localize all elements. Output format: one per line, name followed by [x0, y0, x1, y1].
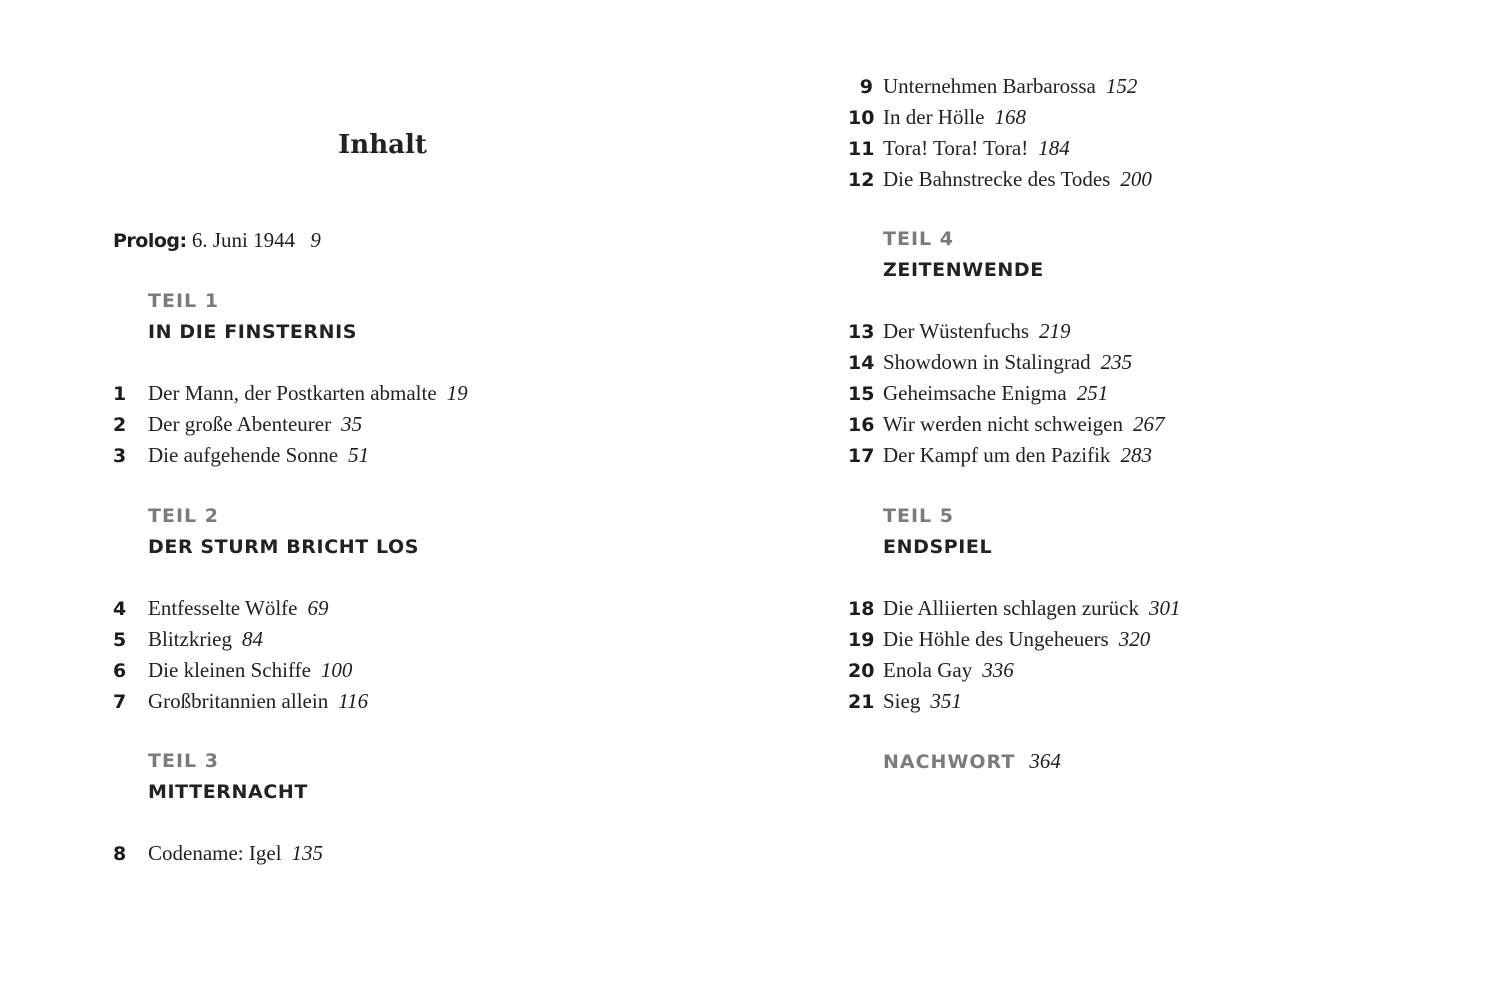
chapter-number: 2	[113, 414, 127, 436]
chapter-number: 17	[848, 445, 875, 467]
chapter-entry	[848, 655, 1181, 686]
prolog-label: Prolog:	[113, 230, 187, 252]
part-heading-3	[148, 746, 308, 808]
chapter-number: 6	[113, 660, 127, 682]
chapter-page: 100	[320, 658, 353, 682]
chapter-entry	[848, 409, 1164, 440]
chapter-title: Großbritannien allein	[148, 689, 329, 713]
chapter-entry	[848, 102, 1152, 133]
chapter-number: 14	[848, 352, 875, 374]
chapter-title: Der große Abenteurer	[148, 412, 332, 436]
prolog-text: 6. Juni 1944	[191, 228, 296, 252]
chapter-title: Unternehmen Barbarossa	[883, 74, 1096, 98]
chapter-number: 18	[848, 598, 875, 620]
part-heading-4	[883, 224, 1044, 286]
chapter-page: 116	[338, 689, 369, 713]
chapter-page: 219	[1039, 319, 1071, 343]
chapter-number: 7	[113, 691, 127, 713]
chapter-title: Codename: Igel	[148, 841, 282, 865]
chapter-number: 8	[113, 843, 127, 865]
chapter-page: 200	[1120, 167, 1152, 191]
chapter-entry	[848, 624, 1181, 655]
chapter-page: 301	[1149, 596, 1181, 620]
prolog-page: 9	[310, 228, 321, 252]
chapter-number: 3	[113, 445, 127, 467]
chapter-page: 152	[1105, 74, 1138, 98]
part-heading-1	[148, 286, 357, 348]
chapter-title: Geheimsache Enigma	[883, 381, 1067, 405]
afterword-label: NACHWORT	[883, 751, 1016, 773]
chapter-title: Die Höhle des Ungeheuers	[883, 627, 1109, 651]
chapter-title: Die Bahnstrecke des Todes	[883, 167, 1111, 191]
chapter-list-part-3-left	[113, 838, 323, 869]
chapter-title: Blitzkrieg	[148, 627, 232, 651]
chapter-entry	[848, 133, 1152, 164]
part-label: TEIL 2	[148, 505, 219, 527]
chapter-entry	[848, 378, 1164, 409]
chapter-number: 9	[859, 76, 873, 98]
part-heading-5	[883, 501, 992, 563]
chapter-number: 13	[848, 321, 875, 343]
chapter-page: 320	[1118, 627, 1151, 651]
chapter-number: 5	[113, 629, 127, 651]
chapter-page: 35	[341, 412, 363, 436]
chapter-title: Entfesselte Wölfe	[148, 596, 298, 620]
chapter-number: 11	[848, 138, 875, 160]
chapter-entry	[113, 409, 468, 440]
chapter-page: 351	[930, 689, 962, 713]
chapter-page: 184	[1038, 136, 1070, 160]
chapter-entry	[113, 378, 468, 409]
chapter-list-part-5	[848, 593, 1181, 717]
chapter-number: 16	[848, 414, 875, 436]
chapter-page: 283	[1120, 443, 1152, 467]
chapter-page: 251	[1076, 381, 1109, 405]
part-label: TEIL 1	[148, 290, 219, 312]
chapter-title: Wir werden nicht schweigen	[883, 412, 1123, 436]
afterword-page: 364	[1029, 749, 1061, 773]
chapter-page: 336	[982, 658, 1014, 682]
chapter-title: Enola Gay	[883, 658, 973, 682]
chapter-list-part-3-right	[848, 71, 1152, 195]
chapter-title: Die Alliierten schlagen zurück	[883, 596, 1139, 620]
part-name: ZEITENWENDE	[883, 259, 1044, 281]
chapter-title: Die kleinen Schiffe	[148, 658, 311, 682]
chapter-entry	[113, 838, 323, 869]
chapter-entry	[848, 686, 1181, 717]
chapter-page: 168	[994, 105, 1026, 129]
chapter-number: 21	[848, 691, 875, 713]
prolog-entry	[113, 228, 321, 253]
chapter-entry	[113, 624, 368, 655]
chapter-list-part-1	[113, 378, 468, 471]
part-heading-2	[148, 501, 419, 563]
part-label: TEIL 3	[148, 750, 219, 772]
chapter-entry	[113, 686, 368, 717]
part-name: DER STURM BRICHT LOS	[148, 536, 420, 558]
chapter-title: Showdown in Stalingrad	[883, 350, 1091, 374]
chapter-title: Der Mann, der Postkarten abmalte	[148, 381, 437, 405]
chapter-entry	[848, 164, 1152, 195]
chapter-number: 20	[848, 660, 875, 682]
part-name: IN DIE FINSTERNIS	[148, 321, 358, 343]
chapter-entry	[848, 71, 1152, 102]
chapter-page: 235	[1100, 350, 1133, 374]
chapter-entry	[113, 655, 368, 686]
chapter-number: 15	[848, 383, 875, 405]
chapter-page: 267	[1132, 412, 1165, 436]
chapter-number: 1	[113, 383, 127, 405]
chapter-number: 10	[848, 107, 875, 129]
chapter-list-part-2	[113, 593, 368, 717]
chapter-list-part-4	[848, 316, 1164, 471]
chapter-page: 19	[446, 381, 468, 405]
part-label: TEIL 5	[883, 505, 954, 527]
chapter-number: 12	[848, 169, 875, 191]
part-name: MITTERNACHT	[148, 781, 308, 803]
chapter-entry	[848, 316, 1164, 347]
chapter-entry	[113, 440, 468, 471]
part-name: ENDSPIEL	[883, 536, 993, 558]
afterword-entry	[883, 746, 1061, 777]
chapter-title: Der Wüstenfuchs	[883, 319, 1029, 343]
chapter-title: In der Hölle	[883, 105, 985, 129]
chapter-title: Sieg	[883, 689, 921, 713]
chapter-number: 4	[113, 598, 127, 620]
chapter-title: Die aufgehende Sonne	[148, 443, 339, 467]
page-title: Inhalt	[338, 130, 427, 160]
chapter-number: 19	[848, 629, 875, 651]
chapter-title: Tora! Tora! Tora!	[883, 136, 1029, 160]
chapter-page: 135	[291, 841, 324, 865]
chapter-page: 84	[241, 627, 263, 651]
chapter-page: 69	[307, 596, 329, 620]
chapter-entry	[848, 593, 1181, 624]
chapter-title: Der Kampf um den Pazifik	[883, 443, 1111, 467]
chapter-entry	[113, 593, 368, 624]
chapter-entry	[848, 347, 1164, 378]
chapter-entry	[848, 440, 1164, 471]
part-label: TEIL 4	[883, 228, 954, 250]
chapter-page: 51	[348, 443, 370, 467]
